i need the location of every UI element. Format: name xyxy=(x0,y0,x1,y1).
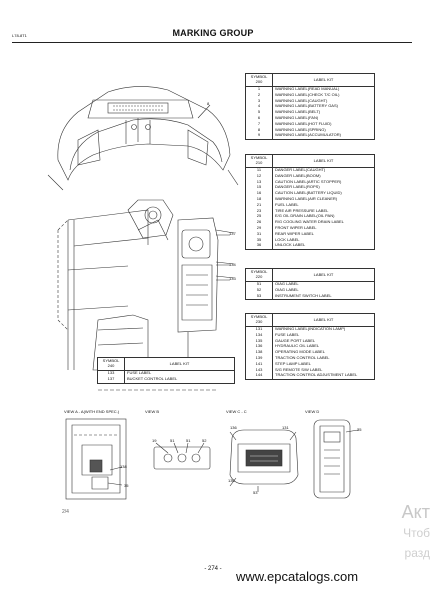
row-label: FUSE LABEL xyxy=(275,331,300,337)
symbol-head-text: SYMBOL xyxy=(250,74,268,80)
label-head: LABEL KIT xyxy=(125,358,235,371)
label-head: LABEL KIT xyxy=(273,74,375,87)
symbol-number: 210 xyxy=(255,160,263,165)
activation-watermark-line3: разд xyxy=(404,546,430,560)
row-num: 25 xyxy=(256,213,262,219)
drawing-stamp: 2/4 xyxy=(62,509,69,515)
label-head: LABEL KIT xyxy=(273,155,375,168)
symbol-head-text: SYMBOL xyxy=(250,314,268,320)
row-label: WARNING LABEL(FAN) xyxy=(275,114,319,120)
row-num: 16 xyxy=(256,190,262,196)
row-num: 141 xyxy=(255,360,263,366)
row-label: CAUTION LABEL(BATTERY LIQUID) xyxy=(275,190,342,196)
callout-8: 8 xyxy=(207,101,210,106)
label-kit-table-240 xyxy=(97,357,235,384)
row-label: WARNING LABEL(CHECK T/C OIL) xyxy=(275,91,340,97)
row-label: TIRE AIR PRESSURE LABEL xyxy=(275,207,329,213)
label-kit-table-230 xyxy=(245,313,375,380)
row-label: REAR WIPER LABEL xyxy=(275,230,314,236)
row-num: 137 xyxy=(107,375,115,381)
symbol-number: 220 xyxy=(255,274,263,279)
row-num: 51 xyxy=(256,281,262,286)
website-watermark: www.epcatalogs.com xyxy=(236,569,359,584)
callout-133: 133 xyxy=(229,276,236,281)
row-label: WARNING LABEL(ACCUMULATOR) xyxy=(275,132,341,138)
view-c-callout-131: 131 xyxy=(282,425,289,430)
row-label: OIAG LABEL xyxy=(275,286,299,292)
view-c-callout-136: 136 xyxy=(230,425,237,430)
symbol-column xyxy=(246,87,273,140)
row-num: 7 xyxy=(257,120,261,126)
symbol-column xyxy=(246,168,273,250)
row-label: DANGER LABEL(CAUGHT) xyxy=(275,167,326,172)
row-label: WARNING LABEL(BELT) xyxy=(275,109,321,115)
row-label: TRACTION CONTROL LABEL xyxy=(275,354,330,360)
row-num: 23 xyxy=(256,207,262,213)
row-num: 4 xyxy=(257,103,261,109)
row-num: 136 xyxy=(255,343,263,349)
row-label: BUCKET CONTROL LABEL xyxy=(127,375,178,381)
row-label: E/G OIL DRAIN LABEL(OIL PAN) xyxy=(275,213,335,219)
row-label: DANGER LABEL(BOOM) xyxy=(275,172,321,178)
row-label: WARNING LABEL(INDICATION LAMP) xyxy=(275,326,346,331)
row-num: 36 xyxy=(256,242,262,248)
row-num: 21 xyxy=(256,201,262,207)
row-label: FUSE LABEL xyxy=(127,370,152,375)
row-num: 53 xyxy=(256,292,262,298)
row-label: R/G COOLING WATER DRAIN LABEL xyxy=(275,219,344,225)
header-rule xyxy=(12,42,412,43)
row-label: UNLOCK LABEL xyxy=(275,242,306,248)
view-a-label: VIEW A - A(WITH END SPEC.) xyxy=(64,409,120,414)
row-num: 143 xyxy=(255,366,263,372)
row-num: 134 xyxy=(255,331,263,337)
symbol-head xyxy=(98,358,125,371)
view-c-callout-53: 53 xyxy=(253,490,258,495)
view-b-callout-52: 52 xyxy=(202,438,207,443)
view-c-callout-130: 130 xyxy=(228,478,235,483)
row-num: 6 xyxy=(257,114,261,120)
view-b-callout-51: 51 xyxy=(170,438,175,443)
table-rows xyxy=(98,371,235,384)
label-head: LABEL KIT xyxy=(273,269,375,282)
symbol-head-text: SYMBOL xyxy=(250,155,268,161)
row-num: 11 xyxy=(256,167,262,172)
row-num: 138 xyxy=(255,349,263,355)
symbol-head xyxy=(246,74,273,87)
activation-watermark-line2: Чтоб xyxy=(403,526,430,540)
label-head: LABEL KIT xyxy=(273,314,375,327)
row-num: 15 xyxy=(256,184,262,190)
row-label: WARNING LABEL(AIR CLEANER) xyxy=(275,195,338,201)
row-label: GAUGE PORT LABEL xyxy=(275,337,316,343)
symbol-head-text: SYMBOL xyxy=(102,358,120,364)
symbol-column xyxy=(98,371,125,384)
row-label: OIAG LABEL xyxy=(275,281,299,286)
row-num: 31 xyxy=(256,230,262,236)
table-rows xyxy=(246,282,375,300)
symbol-head-text: SYMBOL xyxy=(250,269,268,275)
row-num: 1 xyxy=(257,86,261,91)
row-label: CAUTION LABEL(ARTIC STOPPER) xyxy=(275,178,342,184)
row-label: HYDRAULIC OIL LABEL xyxy=(275,343,320,349)
callout-134: 134 xyxy=(229,262,236,267)
row-label: WARNING LABEL(HOT FLUID) xyxy=(275,120,332,126)
view-a-drawing xyxy=(62,415,138,503)
row-label: TRACTION CONTROL ADJUSTMENT LABEL xyxy=(275,372,358,378)
row-label: WARNING LABEL(READ MANUAL) xyxy=(275,86,340,91)
row-num: 144 xyxy=(255,372,263,378)
symbol-number: 200 xyxy=(255,79,263,84)
row-num: 29 xyxy=(256,224,262,230)
row-num: 139 xyxy=(255,354,263,360)
label-kit-table-210 xyxy=(245,154,375,250)
symbol-head xyxy=(246,314,273,327)
view-a-callout-138: 138 xyxy=(120,464,127,469)
symbol-column xyxy=(246,327,273,380)
label-column xyxy=(273,327,375,380)
row-label: WARNING LABEL(CAUGHT) xyxy=(275,97,328,103)
row-label: S/G REMOTE S/W LABEL xyxy=(275,366,323,372)
row-num: 131 xyxy=(255,326,263,331)
view-b-drawing xyxy=(144,425,218,475)
page-number: - 274 - xyxy=(204,566,222,572)
view-d-label: VIEW D xyxy=(305,409,320,414)
row-num: 18 xyxy=(256,195,262,201)
view-b-label: VIEW B xyxy=(145,409,160,414)
activation-watermark-line1: Акт xyxy=(401,502,430,522)
row-label: OPERATING MODE LABEL xyxy=(275,349,325,355)
row-label: FUEL LABEL xyxy=(275,201,299,207)
label-kit-table-220 xyxy=(245,268,375,300)
symbol-head xyxy=(246,269,273,282)
row-num: 135 xyxy=(255,337,263,343)
row-num: 133 xyxy=(107,370,115,375)
row-num: 9 xyxy=(257,132,261,138)
label-column xyxy=(273,87,375,140)
view-a-callout-35: 35 xyxy=(124,483,129,488)
callout-137: 137 xyxy=(229,231,236,236)
row-num: 5 xyxy=(257,109,261,115)
label-column xyxy=(125,371,235,384)
symbol-head xyxy=(246,155,273,168)
hood-assembly xyxy=(48,86,238,190)
table-rows xyxy=(246,168,375,250)
table-rows xyxy=(246,327,375,380)
symbol-number: 240 xyxy=(107,363,115,368)
row-num: 2 xyxy=(257,91,261,97)
symbol-number: 230 xyxy=(255,319,263,324)
row-label: FRONT WIPER LABEL xyxy=(275,224,317,230)
page-title: MARKING GROUP xyxy=(172,28,254,38)
row-num: 8 xyxy=(257,126,261,132)
row-label: WARNING LABEL(SPRING) xyxy=(275,126,326,132)
row-num: 26 xyxy=(256,219,262,225)
label-kit-table-200 xyxy=(245,73,375,140)
label-column xyxy=(273,282,375,300)
row-label: WARNING LABEL(BATTERY GAS) xyxy=(275,103,338,109)
row-num: 3 xyxy=(257,97,261,103)
row-label: STEP LAMP LABEL xyxy=(275,360,311,366)
view-b-callout-51b: 51 xyxy=(186,438,191,443)
row-label: DANGER LABEL(ROPS) xyxy=(275,184,320,190)
view-c-drawing xyxy=(224,420,304,500)
view-c-label: VIEW C - C xyxy=(226,409,247,414)
row-num: 12 xyxy=(256,172,262,178)
label-column xyxy=(273,168,375,250)
row-label: LOCK LABEL xyxy=(275,236,300,242)
symbol-column xyxy=(246,282,273,300)
table-rows xyxy=(246,87,375,140)
document-code: L78-8T1 xyxy=(12,33,27,38)
view-d-callout-35: 35 xyxy=(357,427,362,432)
row-num: 35 xyxy=(256,236,262,242)
row-label: INSTRUMENT SWITCH LABEL xyxy=(275,292,332,298)
row-num: 13 xyxy=(256,178,262,184)
row-num: 52 xyxy=(256,286,262,292)
view-b-callout-19: 19 xyxy=(152,438,157,443)
